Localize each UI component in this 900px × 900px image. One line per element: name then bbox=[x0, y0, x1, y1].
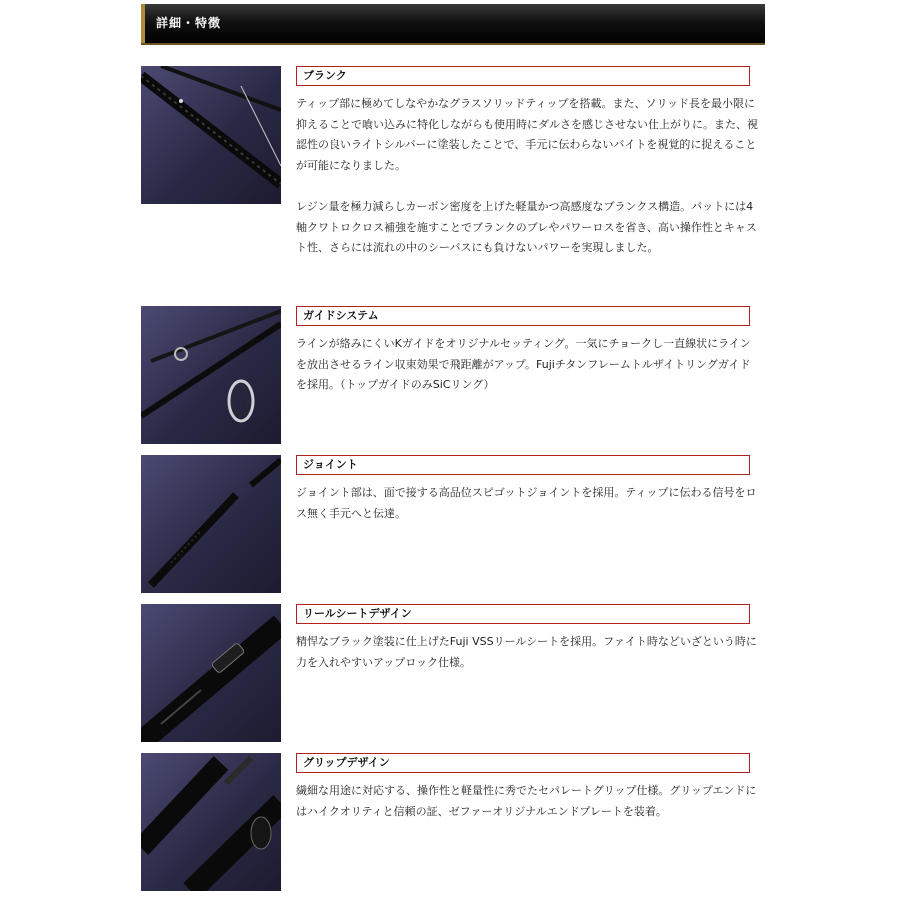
guide-system-description bbox=[296, 334, 758, 396]
grip-paragraph: 繊細な用途に対応する、操作性と軽量性に秀でたセパレートグリップ仕様。グリップエンドにはハイクオリティと信頼の証、ゼファーオリジナルエンドプレートを装着。 bbox=[296, 784, 757, 818]
section-header bbox=[141, 4, 765, 43]
joint-paragraph: ジョイント部は、面で接する高品位スピゴットジョイントを採用。ティップに伝わる信号をロス無く手元へと伝達。 bbox=[296, 486, 757, 520]
reel-seat-photo bbox=[141, 604, 281, 742]
guide-photo bbox=[141, 306, 281, 444]
grip-description bbox=[296, 781, 758, 822]
reel-seat-paragraph: 精悍なブラック塗装に仕上げたFuji VSSリールシートを採用。ファイト時などいざという時に力を入れやすいアップロック仕様。 bbox=[296, 635, 757, 669]
guide-system-title: ガイドシステム bbox=[296, 306, 750, 326]
blank-title: ブランク bbox=[296, 66, 750, 86]
guide-system-paragraph: ラインが絡みにくいKガイドをオリジナルセッティング。一気にチョークし一直線状にラインを放出させるライン収束効果で飛距離がアップ。Fujiチタンフレームトルザイトリングガイドを採用。（トップガイドのみSiCリング） bbox=[296, 337, 751, 391]
header-title: 詳細・特徴 bbox=[156, 16, 222, 30]
reel-seat-title: リールシートデザイン bbox=[296, 604, 750, 624]
joint-photo bbox=[141, 455, 281, 593]
reel-seat-description bbox=[296, 632, 758, 673]
grip-title: グリップデザイン bbox=[296, 753, 750, 773]
blank-paragraph-1: ティップ部に極めてしなやかなグラスソリッドティップを搭載。また、ソリッド長を最小限に抑えることで喰い込みに特化しながらも使用時にダルさを感じさせない仕上がりに。また、視認性の良いライトシルバーに塗装したことで、手元に伝わらないバイトを視覚的に捉えることが可能になりました。 bbox=[296, 97, 758, 172]
grip-photo bbox=[141, 753, 281, 891]
blank-photo bbox=[141, 66, 281, 204]
joint-title: ジョイント bbox=[296, 455, 750, 475]
blank-paragraph-2: レジン量を極力減らしカーボン密度を上げた軽量かつ高感度なブランクス構造。バットには4軸クワトロクロス補強を施すことでブランクのブレやパワーロスを省き、高い操作性とキャスト性、さらには流れの中のシーバスにも負けないパワーを実現しました。 bbox=[296, 200, 757, 254]
joint-description bbox=[296, 483, 758, 524]
blank-description bbox=[296, 94, 758, 259]
